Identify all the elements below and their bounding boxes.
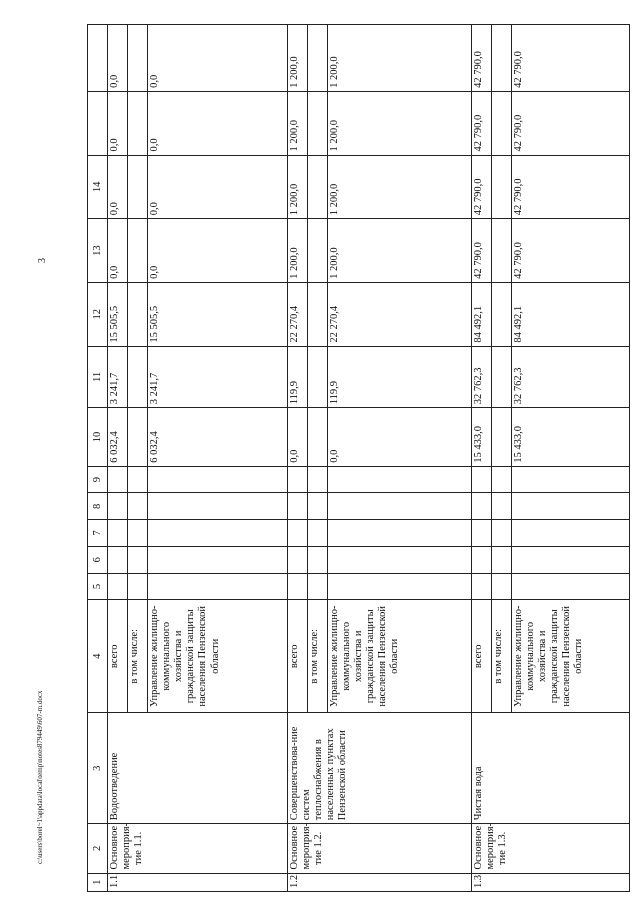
- value-cell: 32 762,3: [471, 346, 491, 408]
- value-cell: 6 032,4: [108, 408, 128, 467]
- row-number: 1.2.: [287, 873, 471, 891]
- value-cell: 42 790,0: [471, 25, 491, 92]
- value-cell: [287, 493, 307, 520]
- value-cell: [307, 155, 327, 219]
- value-cell: [491, 573, 511, 600]
- row-number: 1.3.: [471, 873, 629, 891]
- value-cell: [511, 573, 629, 600]
- header-col-number: 4: [88, 600, 108, 713]
- value-cell: 0,0: [108, 91, 128, 155]
- value-cell: [491, 282, 511, 346]
- table-row: [108, 25, 128, 892]
- row-label: всего: [471, 600, 491, 713]
- value-cell: [307, 91, 327, 155]
- header-col-number: 13: [88, 219, 108, 283]
- footer-file-path: c:\users\borel~1\appdata\local\temp\notes879449\607-m.docx: [36, 690, 44, 864]
- value-cell: 42 790,0: [471, 219, 491, 283]
- event-name: Основное мероприя-тие 1.3.: [471, 824, 629, 873]
- value-cell: [128, 346, 148, 408]
- event-name: Основное мероприя-тие 1.1.: [108, 824, 287, 873]
- header-col-number: 14: [88, 155, 108, 219]
- value-cell: 84 492,1: [471, 282, 491, 346]
- value-cell: [287, 546, 307, 573]
- value-cell: [307, 493, 327, 520]
- value-cell: [307, 25, 327, 92]
- value-cell: [511, 520, 629, 547]
- value-cell: [128, 282, 148, 346]
- value-cell: [491, 493, 511, 520]
- value-cell: 0,0: [148, 25, 287, 92]
- value-cell: 0,0: [148, 155, 287, 219]
- header-col-number: 8: [88, 493, 108, 520]
- value-cell: [511, 466, 629, 493]
- value-cell: 42 790,0: [511, 25, 629, 92]
- value-cell: 22 270,4: [327, 282, 471, 346]
- value-cell: 42 790,0: [511, 155, 629, 219]
- value-cell: [108, 573, 128, 600]
- budget-table: [87, 24, 630, 892]
- value-cell: 119,9: [287, 346, 307, 408]
- value-cell: 0,0: [108, 219, 128, 283]
- value-cell: 0,0: [148, 219, 287, 283]
- value-cell: 1 200,0: [327, 155, 471, 219]
- row-label: в том числе:: [307, 600, 327, 713]
- value-cell: 84 492,1: [511, 282, 629, 346]
- row-label: всего: [108, 600, 128, 713]
- value-cell: [307, 219, 327, 283]
- value-cell: 15 505,5: [108, 282, 128, 346]
- value-cell: [511, 493, 629, 520]
- table-row: [471, 25, 491, 892]
- value-cell: [128, 219, 148, 283]
- value-cell: [307, 282, 327, 346]
- header-col-number: [88, 91, 108, 155]
- value-cell: [287, 466, 307, 493]
- value-cell: 1 200,0: [287, 25, 307, 92]
- value-cell: [307, 346, 327, 408]
- row-label: в том числе:: [491, 600, 511, 713]
- header-col-number: 12: [88, 282, 108, 346]
- event-name: Основное мероприя-тие 1.2.: [287, 824, 471, 873]
- value-cell: 1 200,0: [287, 91, 307, 155]
- value-cell: 1 200,0: [287, 219, 307, 283]
- row-label: Управление жилищно-коммунального хозяйства и гражданской защиты населения Пензенской области: [327, 600, 471, 713]
- value-cell: [491, 466, 511, 493]
- value-cell: [491, 91, 511, 155]
- value-cell: 3 241,7: [108, 346, 128, 408]
- value-cell: [307, 546, 327, 573]
- value-cell: [128, 466, 148, 493]
- row-label: Управление жилищно-коммунального хозяйства и гражданской защиты населения Пензенской области: [511, 600, 629, 713]
- value-cell: [471, 466, 491, 493]
- value-cell: [128, 520, 148, 547]
- header-col-number: 6: [88, 546, 108, 573]
- value-cell: [471, 493, 491, 520]
- value-cell: 0,0: [108, 155, 128, 219]
- row-label: в том числе:: [128, 600, 148, 713]
- header-col-number: [88, 25, 108, 92]
- value-cell: 15 433,0: [511, 408, 629, 467]
- value-cell: 0,0: [327, 408, 471, 467]
- value-cell: [148, 546, 287, 573]
- value-cell: [491, 520, 511, 547]
- value-cell: [148, 573, 287, 600]
- value-cell: [108, 520, 128, 547]
- value-cell: 42 790,0: [471, 91, 491, 155]
- program-name: Чистая вода: [471, 713, 629, 824]
- header-col-number: 3: [88, 713, 108, 824]
- value-cell: [128, 408, 148, 467]
- value-cell: [491, 155, 511, 219]
- value-cell: 1 200,0: [327, 219, 471, 283]
- value-cell: [327, 573, 471, 600]
- value-cell: 42 790,0: [511, 219, 629, 283]
- value-cell: 119,9: [327, 346, 471, 408]
- value-cell: [128, 546, 148, 573]
- value-cell: [307, 466, 327, 493]
- value-cell: 1 200,0: [327, 25, 471, 92]
- row-label: Управление жилищно-коммунального хозяйства и гражданской защиты населения Пензенской области: [148, 600, 287, 713]
- value-cell: [511, 546, 629, 573]
- value-cell: [108, 466, 128, 493]
- value-cell: [148, 520, 287, 547]
- row-number: 1.1.: [108, 873, 287, 891]
- value-cell: 0,0: [108, 25, 128, 92]
- value-cell: 15 505,5: [148, 282, 287, 346]
- value-cell: [307, 408, 327, 467]
- value-cell: [491, 546, 511, 573]
- value-cell: [471, 546, 491, 573]
- value-cell: [108, 546, 128, 573]
- value-cell: 22 270,4: [287, 282, 307, 346]
- value-cell: [307, 573, 327, 600]
- value-cell: 1 200,0: [287, 155, 307, 219]
- value-cell: 0,0: [148, 91, 287, 155]
- value-cell: 1 200,0: [327, 91, 471, 155]
- value-cell: [491, 408, 511, 467]
- rotated-table-container: [87, 24, 630, 892]
- header-col-number: 7: [88, 520, 108, 547]
- value-cell: [491, 25, 511, 92]
- value-cell: [471, 520, 491, 547]
- value-cell: [148, 493, 287, 520]
- value-cell: [148, 466, 287, 493]
- value-cell: 0,0: [287, 408, 307, 467]
- value-cell: 15 433,0: [471, 408, 491, 467]
- header-col-number: 5: [88, 573, 108, 600]
- page-number: 3: [37, 258, 48, 263]
- row-label: всего: [287, 600, 307, 713]
- value-cell: 42 790,0: [511, 91, 629, 155]
- value-cell: [327, 466, 471, 493]
- value-cell: [327, 520, 471, 547]
- value-cell: [128, 91, 148, 155]
- header-col-number: 11: [88, 346, 108, 408]
- value-cell: [128, 25, 148, 92]
- value-cell: [287, 573, 307, 600]
- value-cell: [287, 520, 307, 547]
- value-cell: [491, 219, 511, 283]
- value-cell: [327, 546, 471, 573]
- value-cell: [108, 493, 128, 520]
- value-cell: 6 032,4: [148, 408, 287, 467]
- value-cell: [471, 573, 491, 600]
- header-number-row: [88, 25, 108, 892]
- value-cell: [307, 520, 327, 547]
- value-cell: [327, 493, 471, 520]
- value-cell: 42 790,0: [471, 155, 491, 219]
- program-name: Совершенствова-ние систем теплоснабжения в населенных пунктах Пензенской области: [287, 713, 471, 824]
- value-cell: [128, 155, 148, 219]
- value-cell: [128, 493, 148, 520]
- program-name: Водоотведение: [108, 713, 287, 824]
- value-cell: [491, 346, 511, 408]
- header-col-number: 9: [88, 466, 108, 493]
- header-col-number: 1: [88, 873, 108, 891]
- value-cell: [128, 573, 148, 600]
- header-col-number: 10: [88, 408, 108, 467]
- value-cell: 3 241,7: [148, 346, 287, 408]
- table-body: [88, 25, 630, 892]
- header-col-number: 2: [88, 824, 108, 873]
- table-row: [287, 25, 307, 892]
- value-cell: 32 762,3: [511, 346, 629, 408]
